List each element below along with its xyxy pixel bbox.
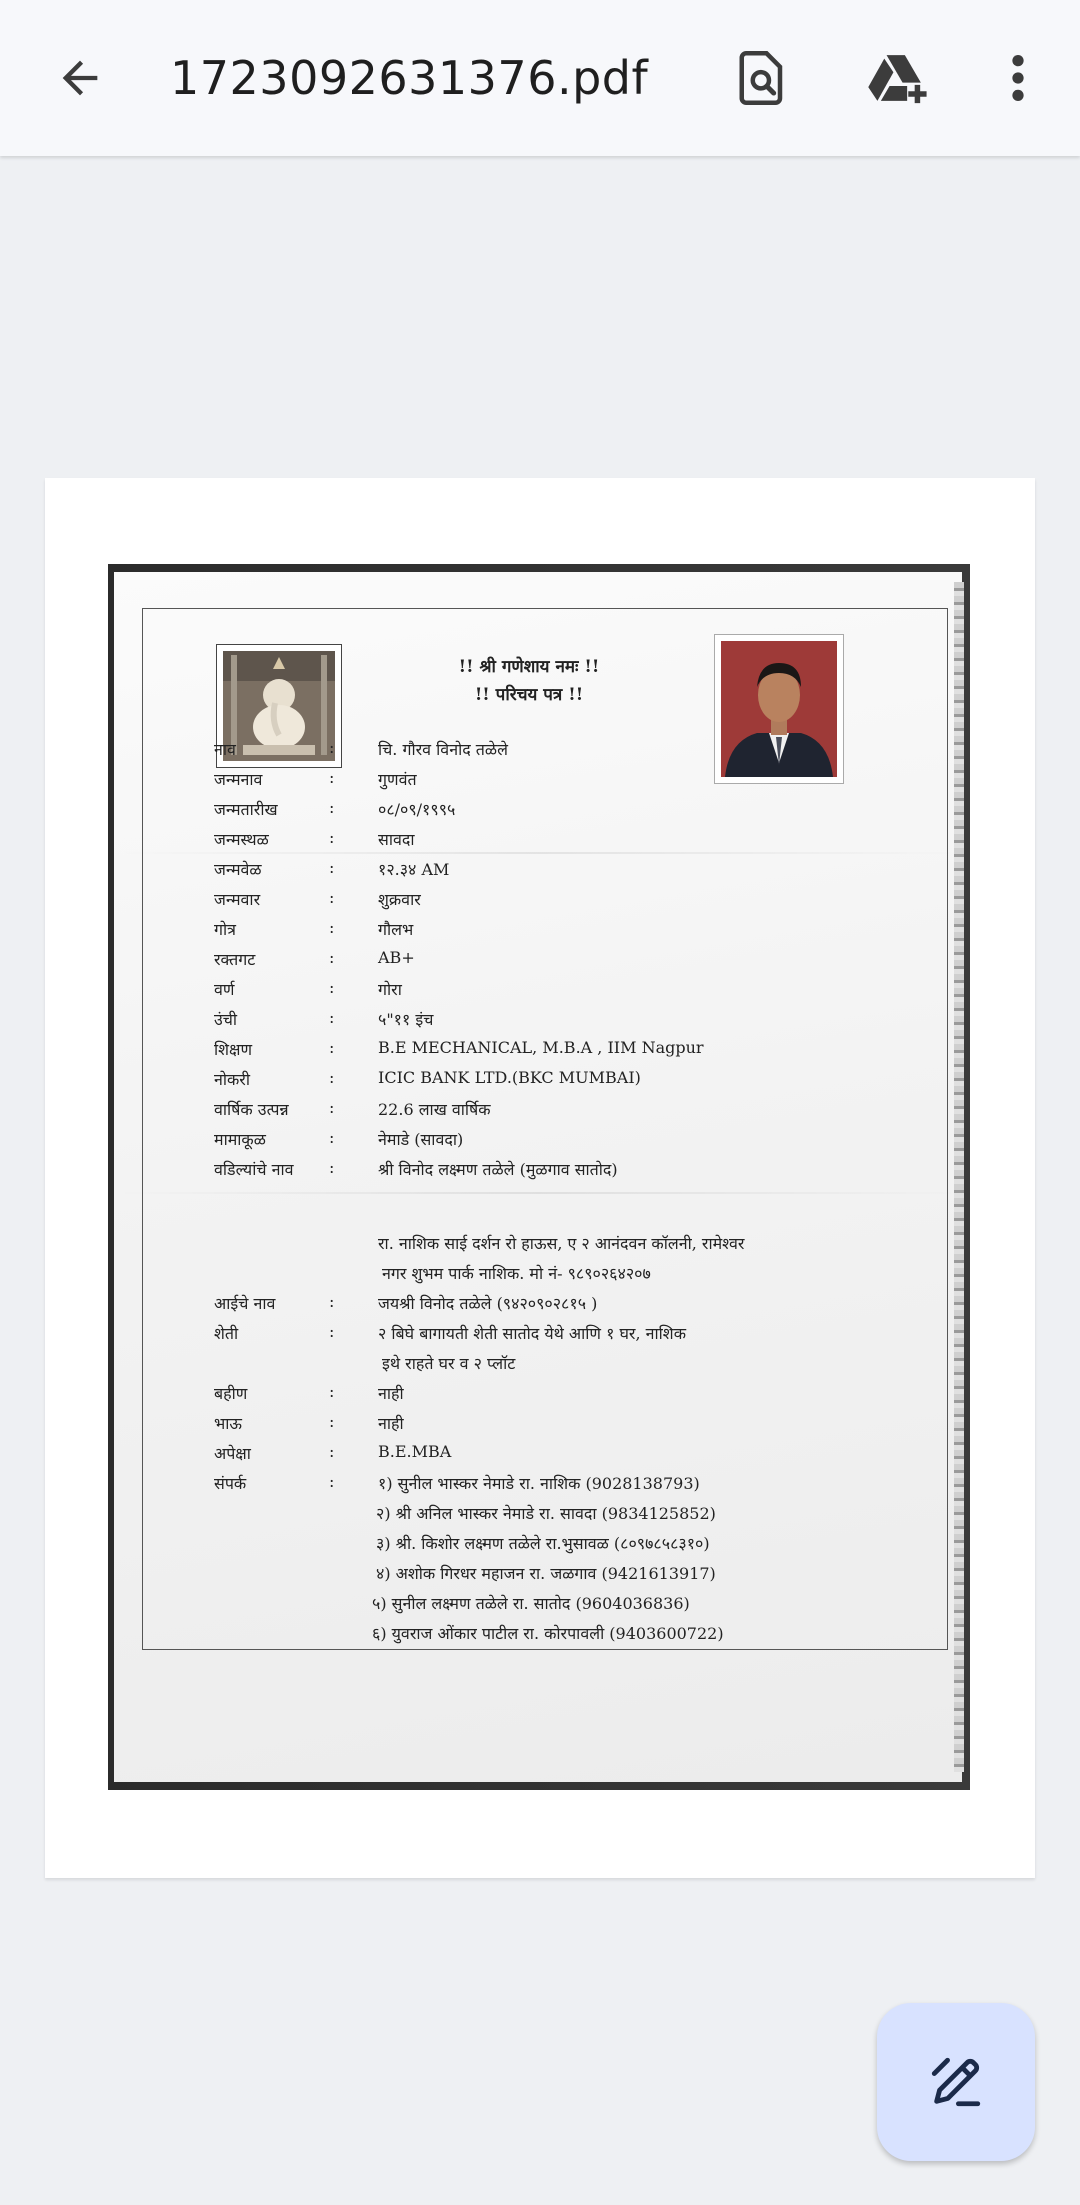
field-colon: : bbox=[329, 888, 335, 907]
field-colon: : bbox=[329, 828, 335, 847]
field-value: गोरा bbox=[378, 980, 402, 999]
document-title: 1723092631376.pdf bbox=[170, 51, 649, 105]
field-label: भाऊ bbox=[214, 1414, 242, 1433]
profile-photo bbox=[714, 634, 844, 784]
field-value: B.E.MBA bbox=[378, 1442, 452, 1461]
field-colon: : bbox=[329, 1472, 335, 1491]
field-colon: : bbox=[329, 738, 335, 757]
field-label: जन्मवेळ bbox=[214, 860, 262, 879]
field-value: AB+ bbox=[378, 948, 415, 967]
field-value: १) सुनील भास्कर नेमाडे रा. नाशिक (9028138793) bbox=[378, 1474, 700, 1493]
field-value: सावदा bbox=[378, 830, 415, 849]
field-value: गौलभ bbox=[378, 920, 414, 939]
field-value: शुक्रवार bbox=[378, 890, 421, 909]
add-to-drive-icon bbox=[866, 50, 930, 106]
field-colon: : bbox=[329, 1128, 335, 1147]
edit-fab-button[interactable] bbox=[877, 2003, 1035, 2161]
field-label: वार्षिक उत्पन्न bbox=[214, 1100, 289, 1119]
field-value: 22.6 लाख वार्षिक bbox=[378, 1100, 491, 1119]
field-label: जन्मवार bbox=[214, 890, 261, 909]
header-line-2: !! परिचय पत्र !! bbox=[474, 685, 584, 705]
field-colon: : bbox=[329, 948, 335, 967]
father-address-line-1: रा. नाशिक साई दर्शन रो हाऊस, ए २ आनंदवन कॉलनी, रामेश्वर bbox=[378, 1234, 745, 1253]
search-in-document-icon bbox=[735, 48, 789, 108]
field-colon: : bbox=[329, 768, 335, 787]
top-app-bar bbox=[0, 0, 1080, 156]
field-value: जयश्री विनोद तळेले (९४२०९०२८१५ ) bbox=[378, 1294, 598, 1313]
field-colon: : bbox=[329, 978, 335, 997]
field-label: संपर्क bbox=[214, 1474, 247, 1493]
more-options-button[interactable] bbox=[978, 38, 1058, 118]
arrow-back-icon bbox=[54, 52, 106, 104]
paper-edge bbox=[954, 582, 964, 1772]
field-colon: : bbox=[329, 858, 335, 877]
edit-pen-icon bbox=[927, 2053, 985, 2111]
field-label: शिक्षण bbox=[214, 1040, 253, 1059]
field-label: वडिल्यांचे नाव bbox=[214, 1160, 294, 1179]
field-label: आईचे नाव bbox=[214, 1294, 276, 1313]
field-value: श्री विनोद लक्ष्मण तळेले (मुळगाव सातोद) bbox=[378, 1160, 618, 1179]
farm-continued: इथे राहते घर व २ प्लॉट bbox=[382, 1354, 516, 1373]
contact-item: ६) युवराज ओंकार पाटील रा. कोरपावली (9403600722) bbox=[372, 1624, 724, 1643]
header-line-1: !! श्री गणेशाय नमः !! bbox=[458, 657, 600, 677]
field-value: ५"११ इंच bbox=[378, 1010, 434, 1029]
field-colon: : bbox=[329, 1442, 335, 1461]
field-colon: : bbox=[329, 918, 335, 937]
field-value: B.E MECHANICAL, M.B.A , IIM Nagpur bbox=[378, 1038, 704, 1057]
contact-item: २) श्री अनिल भास्कर नेमाडे रा. सावदा (9834125852) bbox=[376, 1504, 716, 1523]
field-colon: : bbox=[329, 1412, 335, 1431]
field-label: जन्मतारीख bbox=[214, 800, 278, 819]
field-value: नाही bbox=[378, 1384, 404, 1403]
field-value: ICIC BANK LTD.(BKC MUMBAI) bbox=[378, 1068, 641, 1087]
field-label: अपेक्षा bbox=[214, 1444, 251, 1463]
contact-item: ५) सुनील लक्ष्मण तळेले रा. सातोद (9604036836) bbox=[372, 1594, 690, 1613]
contact-item: ३) श्री. किशोर लक्ष्मण तळेले रा.भुसावळ (८०९७८५८३१०) bbox=[376, 1534, 710, 1553]
field-label: वर्ण bbox=[214, 980, 235, 999]
field-value: गुणवंत bbox=[378, 770, 417, 789]
field-label: बहीण bbox=[214, 1384, 248, 1403]
document-photo bbox=[108, 564, 970, 1790]
field-label: गोत्र bbox=[214, 920, 236, 939]
field-label: जन्मस्थळ bbox=[214, 830, 269, 849]
field-colon: : bbox=[329, 1008, 335, 1027]
field-label: शेती bbox=[214, 1324, 239, 1343]
field-value: २ बिघे बागायती शेती सातोद येथे आणि १ घर, नाशिक bbox=[378, 1324, 686, 1343]
add-to-drive-button[interactable] bbox=[858, 38, 938, 118]
field-label: मामाकूळ bbox=[214, 1130, 266, 1149]
contact-item: ४) अशोक गिरधर महाजन रा. जळगाव (9421613917) bbox=[376, 1564, 716, 1583]
father-address-line-2: नगर शुभम पार्क नाशिक. मो नं- ९८९०२६४२०७ bbox=[382, 1264, 651, 1283]
field-colon: : bbox=[329, 1068, 335, 1087]
pdf-page[interactable] bbox=[45, 478, 1035, 1878]
field-colon: : bbox=[329, 1038, 335, 1057]
biodata-sheet bbox=[114, 572, 962, 1782]
back-button[interactable] bbox=[40, 38, 120, 118]
field-value: नाही bbox=[378, 1414, 404, 1433]
field-value: चि. गौरव विनोद तळेले bbox=[378, 740, 508, 759]
field-value: १२.३४ AM bbox=[378, 860, 450, 879]
field-value: नेमाडे (सावदा) bbox=[378, 1130, 464, 1149]
field-colon: : bbox=[329, 1322, 335, 1341]
field-label: जन्मनाव bbox=[214, 770, 263, 789]
field-label: रक्तगट bbox=[214, 950, 256, 969]
more-vert-icon bbox=[1011, 52, 1025, 104]
field-colon: : bbox=[329, 798, 335, 817]
field-value: ०८/०९/१९९५ bbox=[378, 800, 456, 819]
field-colon: : bbox=[329, 1098, 335, 1117]
field-label: नाव bbox=[214, 740, 236, 759]
field-colon: : bbox=[329, 1158, 335, 1177]
field-colon: : bbox=[329, 1382, 335, 1401]
field-label: उंची bbox=[214, 1010, 238, 1029]
field-label: नोकरी bbox=[214, 1070, 251, 1089]
search-document-button[interactable] bbox=[722, 38, 802, 118]
field-colon: : bbox=[329, 1292, 335, 1311]
